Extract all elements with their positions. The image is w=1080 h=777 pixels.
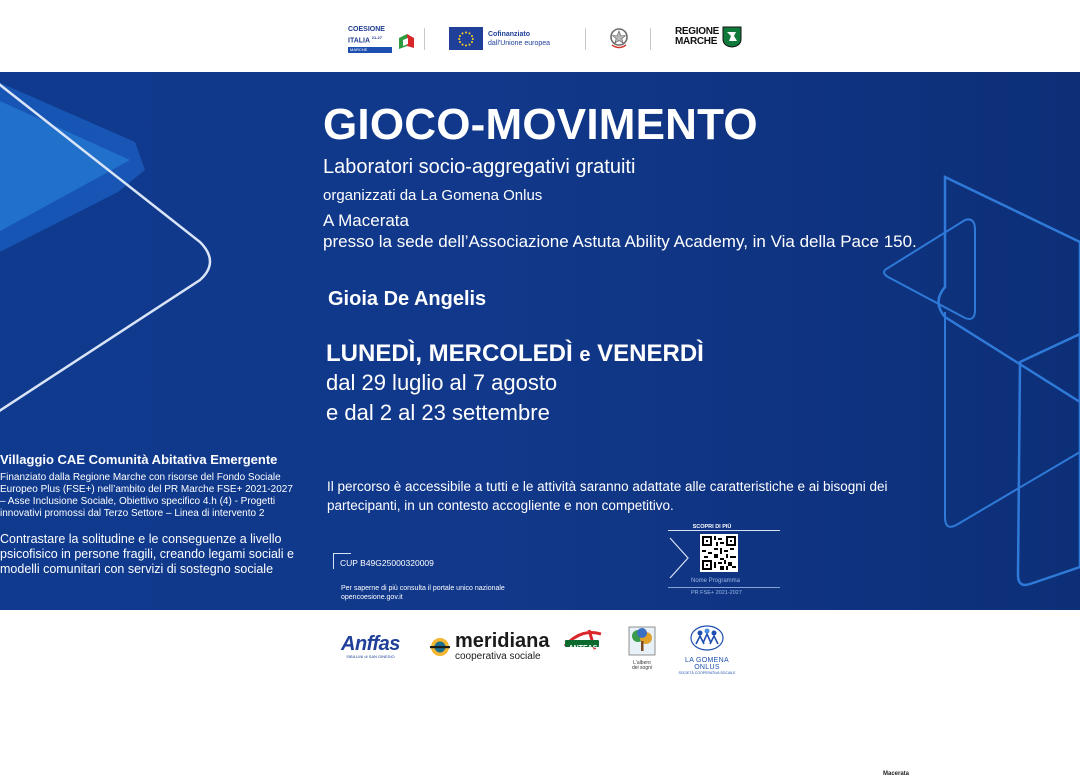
event-title: GIOCO-MOVIMENTO xyxy=(323,100,758,149)
coesione-line1: COESIONE xyxy=(348,26,385,33)
anffas-name: Anffas xyxy=(341,633,400,655)
albero-line2: dei sogni xyxy=(631,665,652,671)
anteas-city: Macerata xyxy=(883,771,910,777)
event-address: presso la sede dell’Associazione Astuta Ability Academy, in Via della Pace 150. xyxy=(323,232,917,251)
main-info-panel xyxy=(0,72,1080,610)
qr-program: PR FSE+ 2021-2027 xyxy=(691,590,742,596)
event-dates-line2: e dal 2 al 23 settembre xyxy=(326,400,550,425)
coesione-region: MARCHE xyxy=(348,47,392,53)
event-dates-line1: dal 29 luglio al 7 agosto xyxy=(326,370,558,395)
qr-bracket-icon xyxy=(668,536,692,580)
regione-marche-logo xyxy=(675,26,742,48)
marche-line2: MARCHE xyxy=(675,36,718,47)
albero-dei-sogni-logo xyxy=(628,626,656,671)
project-goal: Contrastare la solitudine e le conseguenze a livello psicofisico in persone fragili, creando legami sociali e modelli comunitari con servizi di sostegno sociale xyxy=(0,532,294,576)
portal-url-link[interactable]: opencoesione.gov.it xyxy=(341,594,403,601)
event-instructor: Gioia De Angelis xyxy=(328,288,487,310)
cup-code: CUP B49G25000320009 xyxy=(340,558,434,568)
coesione-period: 21-27 xyxy=(371,35,382,40)
portal-note-text: Per saperne di più consulta il portale unico nazionale xyxy=(341,585,505,592)
qr-heading: SCOPRI DI PIÙ xyxy=(692,524,732,530)
coesione-line2: ITALIA xyxy=(348,37,370,45)
marche-shield-icon xyxy=(722,26,742,48)
tree-icon xyxy=(628,626,656,656)
accessibility-note: Il percorso è accessibile a tutti e le attività saranno adattate alle caratteristiche e ai bisogni dei partecipanti, in un contesto accogliente e non competitivo. xyxy=(327,479,888,513)
project-funding: Finanziato dalla Regione Marche con risorse del Fondo Sociale Europeo Plus (FSE+) nell’ambito del PR Marche FSE+ 2021-2027 – Asse Inclusione Sociale, Obiettivo specifico 4.h (4) - Progetti innovativi promossi dal Terzo Settore – Linea di intervento 2 xyxy=(0,472,293,519)
eu-cofunded-logo xyxy=(449,27,550,50)
portal-note xyxy=(341,584,505,602)
coesione-cube-icon xyxy=(395,30,415,50)
event-days-conjunction: e xyxy=(579,344,591,366)
qr-program-name-label: Nome Programma xyxy=(691,578,741,584)
header-logo-bar xyxy=(0,0,1080,72)
albero-line1: L'albero xyxy=(633,660,651,666)
la-gomena-logo xyxy=(676,624,738,675)
qr-top-line xyxy=(668,530,780,531)
italian-republic-emblem-icon xyxy=(609,26,629,50)
qr-bottom-line xyxy=(668,587,780,588)
meridiana-sub: cooperativa sociale xyxy=(455,651,541,662)
event-days xyxy=(326,340,704,368)
logo-divider xyxy=(585,28,586,50)
logo-divider xyxy=(424,28,425,50)
event-organizer: organizzati da La Gomena Onlus xyxy=(323,187,543,204)
eu-line1: Cofinanziato xyxy=(488,30,530,38)
meridiana-logo xyxy=(428,632,549,662)
event-days-last: VENERDÌ xyxy=(597,340,704,367)
anffas-logo xyxy=(341,633,400,659)
partner-logo-bar xyxy=(0,610,1080,777)
event-days-main: LUNEDÌ, MERCOLEDÌ xyxy=(326,340,573,367)
meridiana-sun-icon xyxy=(428,636,452,658)
anteas-name: ANTEAS xyxy=(568,645,598,652)
logo-divider xyxy=(650,28,651,50)
qr-code-icon[interactable] xyxy=(700,534,738,572)
event-subtitle: Laboratori socio-aggregativi gratuiti xyxy=(323,156,636,178)
gomena-sub: SOCIETÀ COOPERATIVA SOCIALE xyxy=(678,671,736,675)
coesione-italia-logo xyxy=(348,26,415,53)
anffas-sub: SIBILLINI di SAN GINESIO xyxy=(346,654,395,659)
eu-line2: dall'Unione europea xyxy=(488,39,551,47)
eu-flag-icon xyxy=(449,27,483,50)
gomena-people-icon xyxy=(689,624,725,652)
meridiana-name: meridiana xyxy=(455,630,550,652)
marche-line1: REGIONE xyxy=(675,26,720,37)
event-city: A Macerata xyxy=(323,211,409,230)
project-title: Villaggio CAE Comunità Abitativa Emergente xyxy=(0,452,278,467)
qr-block xyxy=(668,524,780,600)
gomena-name: LA GOMENA ONLUS xyxy=(685,657,729,671)
